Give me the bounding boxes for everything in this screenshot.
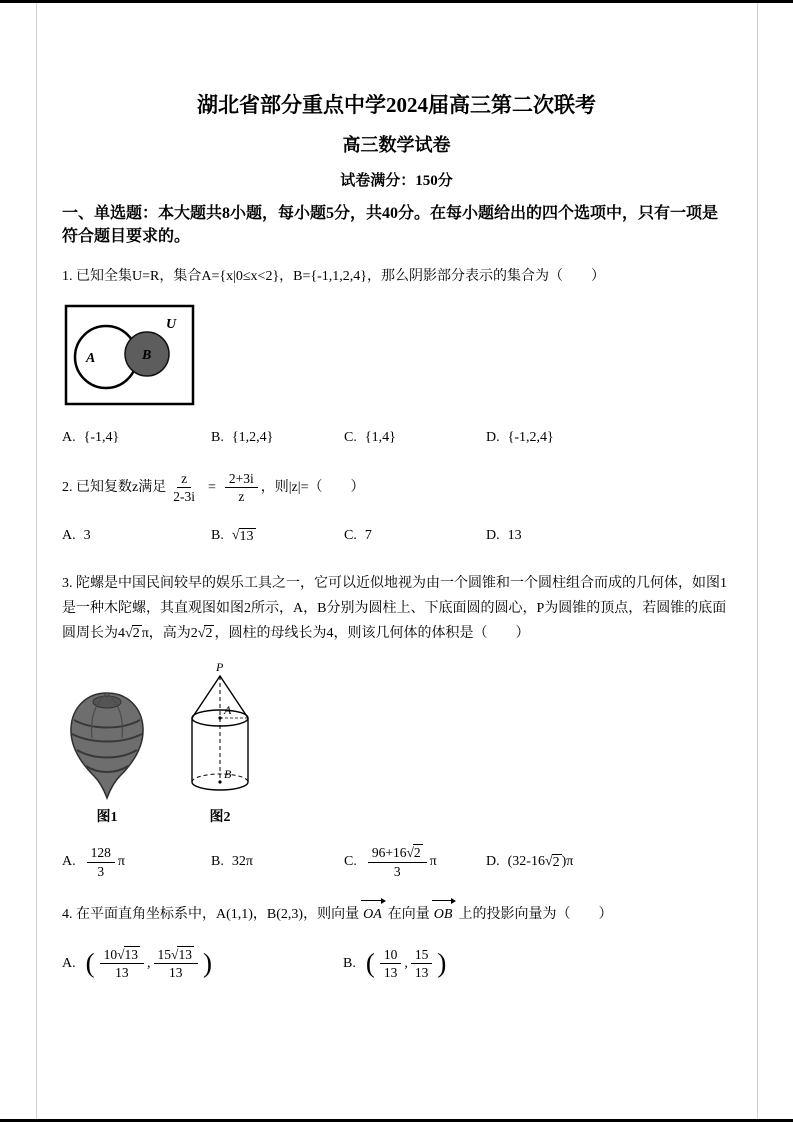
top-body-shape	[71, 693, 143, 798]
q4-stem-mid: 在向量	[387, 907, 430, 923]
exam-title: 湖北省部分重点中学2024届高三第二次联考	[197, 93, 596, 117]
q2-stem-pre: 2. 已知复数z满足	[62, 480, 167, 496]
fraction	[87, 844, 115, 880]
option-value: 7	[364, 528, 372, 544]
question-1-options	[62, 430, 731, 446]
top-center-label: A	[224, 703, 232, 718]
numerator-text: 96+16	[371, 845, 407, 861]
fraction	[100, 946, 144, 982]
q2-fraction-right	[225, 470, 258, 506]
denominator: 13	[115, 965, 129, 981]
question-1-stem: 1. 已知全集U=R，集合A={x|0≤x<2}，B={-1,1,2,4}，那么阴影部分表示的集合为（ ）	[62, 269, 606, 285]
radicand: 2	[132, 626, 140, 642]
q2-option-b	[211, 528, 344, 545]
venn-label-set-a: A	[86, 350, 96, 366]
radical-sign: √	[197, 626, 206, 642]
option-label: B.	[211, 854, 224, 870]
numerator: 2+3i	[225, 470, 258, 489]
radicand: 13	[239, 528, 254, 544]
radical-sign: √	[171, 946, 179, 962]
figure-2-label: 图2	[209, 810, 231, 826]
wooden-top-image	[64, 690, 150, 802]
q2-equals-sign: =	[207, 480, 216, 496]
q4-stem-post: 上的投影向量为（ ）	[458, 907, 613, 923]
q3-option-b	[211, 854, 344, 870]
open-paren: (	[365, 948, 375, 979]
denominator: 13	[383, 965, 398, 981]
fraction	[380, 946, 402, 982]
q3-text-3: ，圆柱的母线长为4，则该几何体的体积是（ ）	[214, 626, 530, 642]
question-3-stem	[62, 571, 731, 647]
option-label: C.	[344, 854, 357, 870]
q1-option-c	[344, 430, 486, 446]
q1-option-b	[211, 430, 344, 446]
q4-option-b	[343, 946, 624, 982]
point-a-dot	[218, 717, 221, 720]
close-paren: )	[202, 948, 212, 979]
open-paren: (	[85, 948, 95, 979]
pi-suffix: π	[117, 854, 125, 870]
option-value: {1,4}	[364, 429, 396, 445]
q3-option-d	[486, 854, 573, 871]
option-value: {1,2,4}	[231, 429, 274, 445]
q4-stem-pre: 4. 在平面直角坐标系中，A(1,1)，B(2,3)，则向量	[62, 907, 360, 923]
radical-sign: √	[406, 845, 414, 861]
denominator: 3	[97, 863, 105, 879]
q3-figures-row	[62, 660, 731, 826]
apex-label: P	[216, 660, 224, 675]
question-4-options	[62, 946, 731, 982]
denominator: z	[238, 489, 245, 505]
option-label: A.	[62, 528, 76, 544]
radical-sign: √	[117, 946, 125, 962]
vector-oa: OA	[361, 900, 386, 927]
q3-option-c	[344, 844, 486, 880]
cone-cylinder-diagram	[178, 660, 262, 802]
q3-option-a	[62, 844, 211, 880]
option-label: A.	[62, 429, 76, 445]
q2-option-d	[486, 528, 522, 544]
figure-1-label: 图1	[96, 810, 118, 826]
option-label: C.	[344, 429, 357, 445]
option-label: D.	[486, 429, 500, 445]
radicand: 2	[552, 854, 560, 870]
option-label: A.	[62, 955, 76, 971]
denominator: 3	[393, 863, 401, 879]
option-label: B.	[211, 528, 224, 544]
option-label: B.	[343, 955, 356, 971]
fraction	[368, 844, 427, 880]
option-value: 3	[83, 528, 91, 544]
radicand: 13	[124, 946, 139, 962]
q2-fraction-left	[169, 470, 199, 506]
denominator: 13	[169, 965, 183, 981]
option-value: {-1,4}	[83, 429, 120, 445]
question-3-options	[62, 844, 731, 880]
q3-text-2: π，高为2	[141, 626, 198, 642]
full-score-line: 试卷满分：150分	[340, 173, 453, 189]
option-value-pre: (32-16	[507, 854, 545, 870]
radicand: 2	[413, 845, 421, 861]
q2-option-c	[344, 528, 486, 544]
fraction	[154, 946, 198, 982]
option-value: 13	[507, 528, 522, 544]
venn-label-set-b: B	[142, 347, 152, 363]
venn-label-universe: U	[166, 316, 177, 332]
denominator: 2-3i	[173, 489, 195, 505]
radical-sign: √	[231, 528, 240, 544]
pi-suffix: π	[429, 854, 437, 870]
option-value: 32π	[231, 854, 253, 870]
numerator: 128	[87, 844, 115, 863]
radicand: 13	[178, 946, 192, 962]
numerator	[154, 946, 198, 965]
denominator: 13	[414, 965, 429, 981]
option-value: {-1,2,4}	[507, 429, 554, 445]
coefficient: 10	[103, 946, 118, 962]
point-b-dot	[218, 781, 221, 784]
q4-option-a	[62, 946, 343, 982]
bottom-center-label: B	[224, 767, 232, 782]
vector-ob: OB	[432, 900, 457, 927]
option-label: D.	[486, 528, 500, 544]
coefficient: 15	[157, 946, 172, 962]
comma-separator: ,	[147, 955, 151, 971]
q1-option-a	[62, 430, 211, 446]
figure-1	[64, 690, 150, 826]
option-value-post: )π	[561, 854, 574, 870]
numerator: z	[177, 470, 191, 489]
option-label: B.	[211, 429, 224, 445]
q2-option-a	[62, 528, 211, 544]
question-2-stem	[62, 470, 731, 506]
q2-stem-post: ，则|z|=（ ）	[260, 480, 365, 496]
option-label: D.	[486, 854, 500, 870]
comma-separator: ,	[404, 955, 408, 971]
q3-text-1: 3. 陀螺是中国民间较早的娱乐工具之一，它可以近似地视为由一个圆锥和一个圆柱组合而成的几何体，如图1是一种木陀螺，其直观图如图2所示，A，B分别为圆柱上、下底面圆的圆心，P为圆锥的顶点，若圆锥的底面圆周长为4	[62, 575, 727, 642]
close-paren: )	[437, 948, 447, 979]
figure-2	[178, 660, 262, 826]
numerator: 10	[380, 946, 402, 965]
top-crown-shape	[93, 696, 121, 708]
exam-content	[0, 89, 793, 982]
numerator	[100, 946, 144, 965]
venn-diagram	[64, 304, 196, 408]
exam-subtitle: 高三数学试卷	[342, 135, 451, 155]
radical-sign: √	[544, 854, 553, 870]
option-label: C.	[344, 528, 357, 544]
option-label: A.	[62, 854, 76, 870]
section-1-heading: 一、单选题：本大题共8小题，每小题5分，共40分。在每小题给出的四个选项中，只有一项是符合题目要求的。	[62, 205, 719, 246]
radicand: 2	[205, 626, 213, 642]
question-4-stem	[62, 900, 731, 927]
numerator	[368, 844, 427, 863]
q1-option-d	[486, 430, 554, 446]
fraction	[411, 946, 433, 982]
numerator: 15	[411, 946, 433, 965]
question-2-options	[62, 528, 731, 545]
radical-sign: √	[125, 626, 133, 642]
